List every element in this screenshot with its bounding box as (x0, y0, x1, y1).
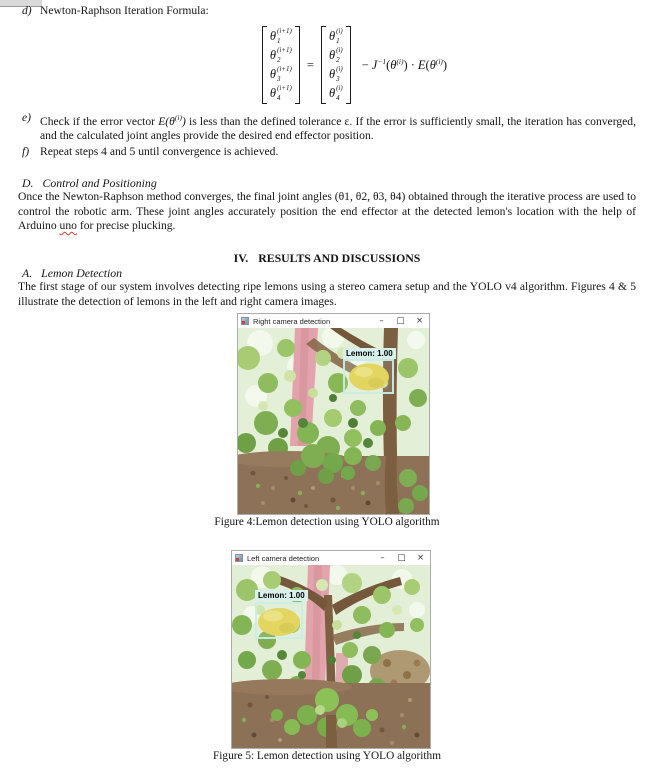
section-iv-heading: IV. RESULTS AND DISCUSSIONS (233, 251, 421, 265)
figure4-caption: Figure 4:Lemon detection using YOLO algorithm (214, 516, 440, 528)
section-d-heading: D. Control and Positioning (22, 176, 157, 190)
window-title: Left camera detection (247, 553, 320, 563)
list-marker-d: d) (22, 4, 32, 17)
newton-raphson-equation (26, 24, 654, 106)
detection-box (255, 602, 303, 639)
maximize-button[interactable]: □ (396, 316, 405, 326)
maximize-button[interactable]: □ (397, 553, 406, 563)
right-camera-photo (238, 328, 429, 514)
window-icon (241, 317, 249, 325)
window-titlebar[interactable] (238, 314, 429, 328)
camera-view (238, 328, 429, 514)
camera-view (232, 565, 430, 748)
close-button[interactable]: × (415, 316, 424, 326)
right-bracket (295, 26, 300, 104)
item-e-text: Check if the error vector $E(\theta^{(i)})$ is less than the defined tolerance ε. If the error is sufficiently small, the iteration has converged, and the calculated joint angles provide the desired end effector position. (40, 113, 636, 143)
equals-sign: = (306, 57, 314, 72)
item-d-title: Newton-Raphson Iteration Formula: (40, 4, 209, 17)
rhs-matrix: θ (i) 1 θ (i) 2 θ (i) 3 θ (i) 4 (321, 26, 351, 104)
section-d-paragraph: Once the Newton-Raphson method converges, the final joint angles (θ1, θ2, θ3, θ4) obtained through the iterative process are used to control the robotic arm. These joint angles accurately position the end effector at the detected lemon's location with the help of Arduino uno for precise plucking. (18, 190, 636, 233)
right-bracket (346, 26, 351, 104)
list-item-d (22, 4, 636, 19)
window-title: Right camera detection (253, 316, 331, 326)
minimize-button[interactable]: – (380, 553, 385, 563)
item-f-text: Repeat steps 4 and 5 until convergence is achieved. (40, 145, 279, 158)
detection-label: Lemon: 1.00 (255, 590, 308, 601)
window-icon (235, 554, 243, 562)
window-titlebar[interactable] (232, 551, 430, 565)
list-item-f (22, 145, 636, 160)
minimize-button[interactable]: – (379, 316, 384, 326)
list-marker-e: e) (22, 111, 32, 124)
left-camera-window (231, 550, 431, 749)
equation-tail: − $J^{-1}(\theta^{(i)})$ · $E(\theta^{(i)})$ (361, 56, 448, 73)
list-marker-f: f) (22, 145, 30, 158)
section-a-paragraph: The first stage of our system involves detecting ripe lemons using a stereo camera setup and the YOLO v4 algorithm. Figures 4 & 5 illustrate the detection of lemons in the left and right camera images. (18, 280, 636, 308)
figure5-caption: Figure 5: Lemon detection using YOLO algorithm (213, 750, 441, 762)
right-camera-window (237, 313, 430, 515)
list-item-e (22, 111, 636, 144)
detection-label: Lemon: 1.00 (343, 348, 396, 359)
section-a-heading: A. Lemon Detection (22, 266, 123, 280)
detection-box (343, 359, 394, 394)
lhs-matrix: θ (i+1) 1 θ (i+1) 2 θ (i+1) 3 θ (i+1) 4 (262, 26, 300, 104)
close-button[interactable]: × (416, 553, 425, 563)
spellcheck-word: uno (59, 219, 77, 233)
